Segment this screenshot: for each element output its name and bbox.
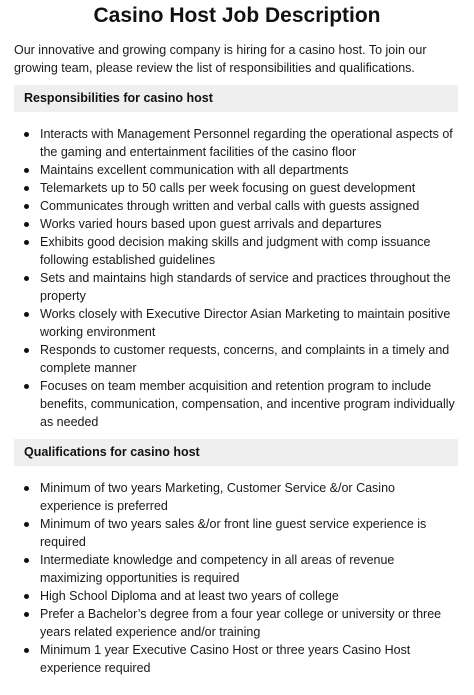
responsibilities-heading: Responsibilities for casino host xyxy=(14,85,458,112)
bullet-icon xyxy=(24,276,29,281)
list-item-text: Maintains excellent communication with all departments xyxy=(40,163,349,177)
bullet-icon xyxy=(24,312,29,317)
list-item-text: High School Diploma and at least two years of college xyxy=(40,589,339,603)
list-item xyxy=(14,551,458,587)
list-item xyxy=(14,641,458,677)
page-title: Casino Host Job Description xyxy=(93,4,381,27)
list-item-text: Responds to customer requests, concerns, and complaints in a timely and complete manner xyxy=(40,343,450,375)
bullet-icon xyxy=(24,594,29,599)
list-item xyxy=(14,233,458,269)
list-item xyxy=(14,125,458,161)
list-item-text: Prefer a Bachelor’s degree from a four year college or university or three years related experience and/or training xyxy=(40,607,442,639)
qualifications-heading: Qualifications for casino host xyxy=(14,439,458,466)
list-item xyxy=(14,215,458,233)
list-item-text: Works varied hours based upon guest arrivals and departures xyxy=(40,217,382,231)
list-item-text: Minimum of two years sales &/or front line guest service experience is required xyxy=(40,517,427,549)
list-item xyxy=(14,305,458,341)
list-item-text: Interacts with Management Personnel regarding the operational aspects of the gaming and entertainment facilities of the casino floor xyxy=(40,127,453,159)
bullet-icon xyxy=(24,558,29,563)
qualifications-list xyxy=(14,479,458,677)
list-item xyxy=(14,341,458,377)
list-item xyxy=(14,269,458,305)
list-item-text: Exhibits good decision making skills and judgment with comp issuance following established guidelines xyxy=(40,235,431,267)
list-item xyxy=(14,377,458,431)
bullet-icon xyxy=(24,612,29,617)
list-item xyxy=(14,161,458,179)
list-item-text: Intermediate knowledge and competency in all areas of revenue maximizing opportunities is required xyxy=(40,553,395,585)
intro-paragraph: Our innovative and growing company is hiring for a casino host. To join our growing team, please review the list of responsibilities and qualifications. xyxy=(14,43,427,75)
list-item-text: Focuses on team member acquisition and retention program to include benefits, communication, compensation, and incentive program individually as needed xyxy=(40,379,455,429)
bullet-icon xyxy=(24,132,29,137)
list-item xyxy=(14,515,458,551)
bullet-icon xyxy=(24,648,29,653)
list-item-text: Works closely with Executive Director Asian Marketing to maintain positive working environment xyxy=(40,307,451,339)
bullet-icon xyxy=(24,186,29,191)
bullet-icon xyxy=(24,522,29,527)
bullet-icon xyxy=(24,168,29,173)
list-item xyxy=(14,479,458,515)
list-item-text: Minimum 1 year Executive Casino Host or three years Casino Host experience required xyxy=(40,643,411,675)
list-item xyxy=(14,179,458,197)
list-item-text: Minimum of two years Marketing, Customer Service &/or Casino experience is preferred xyxy=(40,481,395,513)
bullet-icon xyxy=(24,384,29,389)
list-item xyxy=(14,587,458,605)
bullet-icon xyxy=(24,222,29,227)
bullet-icon xyxy=(24,204,29,209)
bullet-icon xyxy=(24,240,29,245)
list-item-text: Communicates through written and verbal calls with guests assigned xyxy=(40,199,420,213)
responsibilities-list xyxy=(14,125,458,431)
list-item-text: Sets and maintains high standards of service and practices throughout the property xyxy=(40,271,451,303)
bullet-icon xyxy=(24,486,29,491)
list-item xyxy=(14,605,458,641)
list-item-text: Telemarkets up to 50 calls per week focusing on guest development xyxy=(40,181,416,195)
bullet-icon xyxy=(24,348,29,353)
list-item xyxy=(14,197,458,215)
